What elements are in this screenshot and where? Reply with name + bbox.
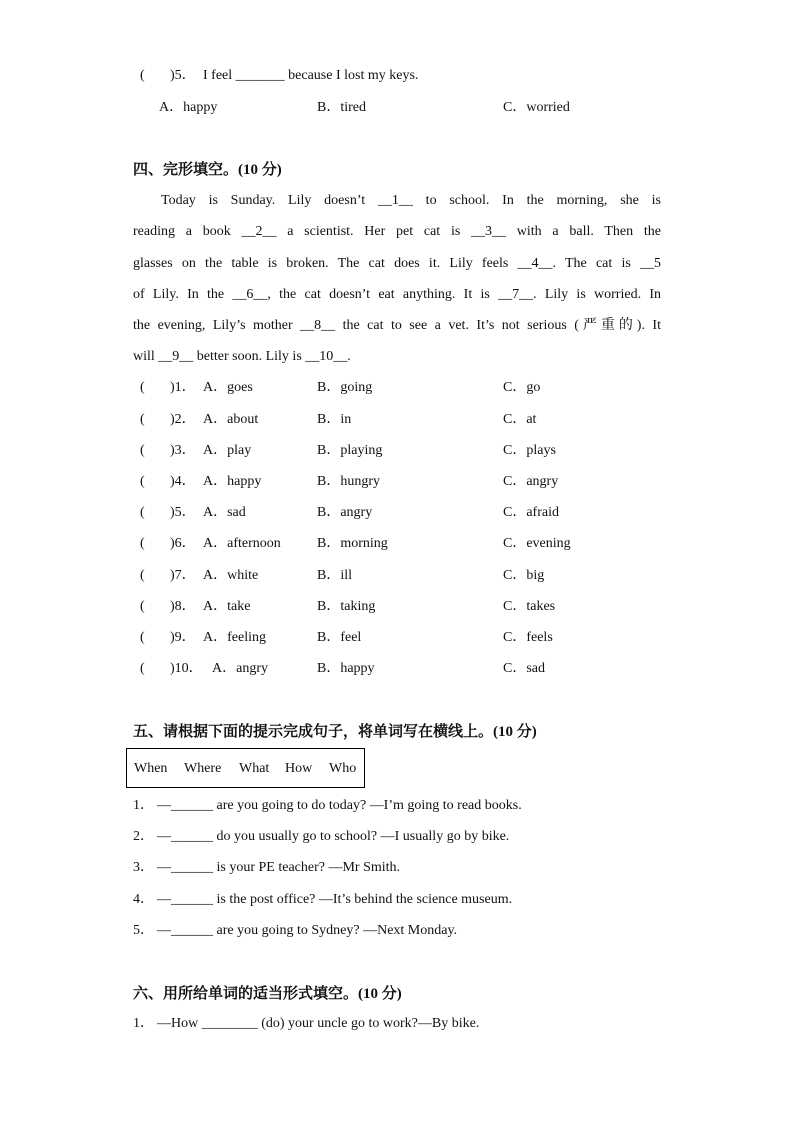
section-heading: 五、请根据下面的提示完成句子，将单词写在横线上。(10 分) [133,722,537,740]
question-row [0,628,794,648]
sentence-row: 5． —______ are you going to Sydney? —Next Monday. [133,923,458,938]
passage-line: glasses on the table is broken. The cat does it. Lily feels __4__. The cat is __5 [133,256,661,271]
passage-line: Today is Sunday. Lily doesn’t __1__ to school. In the morning, she is [161,193,661,208]
question-row [0,534,794,554]
option-c: C．feels [503,630,553,645]
option-a: A．sad [203,505,246,520]
option-b: B．playing [317,443,383,458]
question-number: )3． [170,443,196,458]
option-c: C．worried [503,100,570,115]
sentence-row: 1． —How ________ (do) your uncle go to work?—By bike. [133,1016,480,1031]
option-b: B．going [317,380,373,395]
question-row [0,472,794,492]
answer-paren: ( [140,630,145,645]
question-number: )4． [170,474,196,489]
passage-line: the evening, Lily’s mother __8__ the cat to see a vet. It’s not serious (严重的). It [133,318,661,333]
option-b: B．ill [317,568,353,583]
question-row [0,66,794,86]
option-b: B．in [317,412,352,427]
answer-paren: ( [140,599,145,614]
option-a: A．play [203,443,252,458]
question-row [0,503,794,523]
option-a: A．white [203,568,259,583]
word-box-item: Who [329,761,357,776]
word-box-item: What [239,761,270,776]
sentence-row: 2． —______ do you usually go to school? —I usually go by bike. [133,829,510,844]
answer-paren: ( [140,474,145,489]
question-number: )6． [170,536,196,551]
option-a: A．happy [159,100,218,115]
question-row [0,597,794,617]
option-a: A．feeling [203,630,266,645]
option-b: B．morning [317,536,388,551]
question-number: )5． [170,505,196,520]
option-c: C．go [503,380,541,395]
question-number: )2． [170,412,196,427]
option-a: A．happy [203,474,262,489]
option-a: A．about [203,412,259,427]
section-heading: 六、用所给单词的适当形式填空。(10 分) [133,984,402,1002]
answer-paren: ( [140,536,145,551]
option-c: C．evening [503,536,571,551]
option-c: C．big [503,568,545,583]
option-c: C．sad [503,661,545,676]
word-box-item: How [285,761,313,776]
option-a: A．goes [203,380,253,395]
question-number: )9． [170,630,196,645]
question-number: )10． [170,661,203,676]
option-c: C．plays [503,443,556,458]
question-row [0,566,794,586]
sentence-row: 3． —______ is your PE teacher? —Mr Smith. [133,860,401,875]
section-heading: 四、完形填空。(10 分) [133,160,282,178]
options-row [0,98,794,118]
option-c: C．at [503,412,537,427]
sentence-row: 1． —______ are you going to do today? —I’m going to read books. [133,798,522,813]
option-b: B．tired [317,100,366,115]
option-a: A．take [203,599,251,614]
passage-line: will __9__ better soon. Lily is __10__. [133,349,351,364]
option-c: C．angry [503,474,559,489]
option-b: B．angry [317,505,373,520]
question-text: I feel _______ because I lost my keys. [203,68,419,83]
option-c: C．afraid [503,505,559,520]
answer-paren: ( [140,380,145,395]
answer-paren: ( [140,412,145,427]
question-row [0,441,794,461]
option-b: B．hungry [317,474,380,489]
question-number: )8． [170,599,196,614]
question-row [0,378,794,398]
answer-paren: ( [140,661,145,676]
word-box-item: Where [184,761,222,776]
question-row [0,410,794,430]
passage-line: of Lily. In the __6__, the cat doesn’t eat anything. It is __7__. Lily is worried. In [133,287,661,302]
word-box [126,748,365,788]
word-box-item: When [134,761,168,776]
question-row [0,659,794,679]
option-a: A．angry [212,661,268,676]
option-b: B．happy [317,661,375,676]
question-number: )1． [170,380,196,395]
option-b: B．feel [317,630,362,645]
answer-paren: ( [140,443,145,458]
answer-paren: ( [140,568,145,583]
option-c: C．takes [503,599,556,614]
option-b: B．taking [317,599,376,614]
question-number: )5． [170,68,196,83]
answer-paren: ( [140,505,145,520]
passage-line: reading a book __2__ a scientist. Her pet cat is __3__ with a ball. Then the [133,224,661,239]
question-number: )7． [170,568,196,583]
option-a: A．afternoon [203,536,281,551]
sentence-row: 4． —______ is the post office? —It’s behind the science museum. [133,892,513,907]
answer-paren: ( [140,68,145,83]
